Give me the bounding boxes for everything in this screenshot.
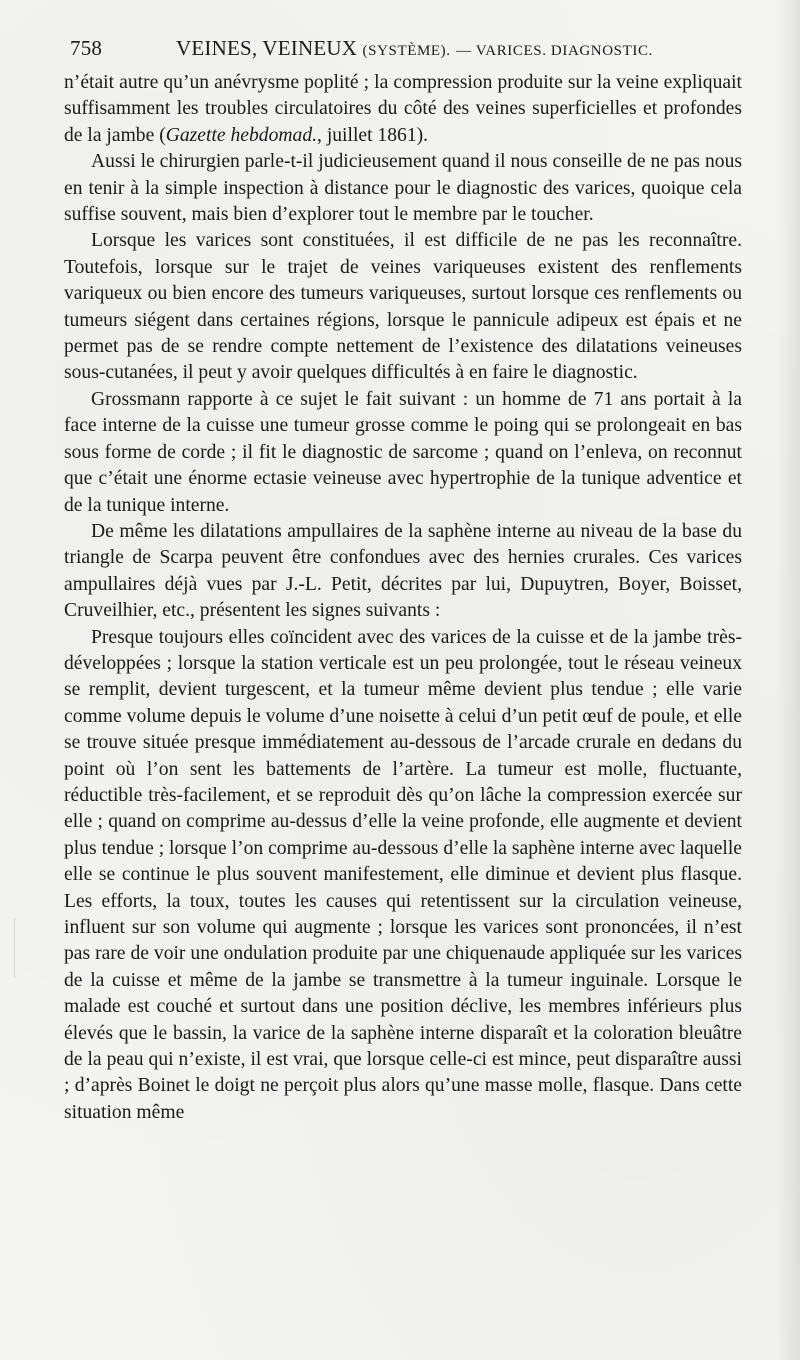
paragraph: Grossmann rapporte à ce sujet le fait suivant : un homme de 71 ans portait à la face interne de la cuisse une tumeur grosse comme le poing qui se prolongeait en bas sous forme de corde ; il fit le diagnostic de sarcome ; quand on l’enleva, on reconnut que c’était une énorme ectasie veineuse avec hypertrophie de la tunique adventice et de la tunique interne. xyxy=(64,388,742,516)
paragraph: De même les dilatations ampullaires de la saphène interne au niveau de la base du triangle de Scarpa peuvent être confondues avec des hernies crurales. Ces varices ampullaires déjà vues par J.-L. Petit, décrites par lui, Dupuytren, Boyer, Boisset, Cruveilhier, etc., présentent les signes suivants : xyxy=(64,520,742,622)
running-title-group xyxy=(176,36,653,61)
running-title: VEINES, VEINEUX xyxy=(176,36,358,60)
section-label: — VARICES. DIAGNOSTIC. xyxy=(456,43,653,59)
page-edge-shadow xyxy=(776,0,800,1360)
paragraph: Presque toujours elles coïncident avec des varices de la cuisse et de la jambe très-développées ; lorsque la station verticale est un peu prolongée, tout le réseau veineux se remplit, devient turgescent, et la tumeur même devient plus tendue ; elle varie comme volume depuis le volume d’une noisette à celui d’un petit œuf de poule, et elle se trouve située presque immédiatement au-dessous de l’arcade crurale en dedans du point où l’on sent les battements de l’artère. La tumeur est molle, fluctuante, réductible très-facilement, et se reproduit dès qu’on lâche la compression exercée sur elle ; quand on comprime au-dessus d’elle la veine profonde, elle augmente et devient plus tendue ; lorsque l’on comprime au-dessous d’elle la saphène interne avec laquelle elle se continue le plus souvent manifestement, elle diminue et devient plus flasque. Les efforts, la toux, toutes les causes qui retentissent sur la circulation veineuse, influent sur son volume qui augmente ; lorsque les varices sont prononcées, il n’est pas rare de voir une ondulation produite par une chiquenaude appliquée sur les varices de la cuisse et même de la jambe se transmettre à la tumeur inguinale. Lorsque le malade est couché et surtout dans une position déclive, les membres inférieurs plus élevés que le bassin, la varice de la saphène interne disparaît et la coloration bleuâtre de la peau qui n’existe, il est vrai, que lorsque celle-ci est mince, peut disparaître aussi ; d’après Boinet le doigt ne perçoit plus alors qu’une masse molle, flasque. Dans cette situation même xyxy=(64,626,742,1123)
page-number: 758 xyxy=(70,36,103,60)
system-label: (SYSTÈME). xyxy=(362,43,451,59)
paragraph-continuation xyxy=(64,70,742,149)
paragraph: Aussi le chirurgien parle-t-il judicieusement quand il nous conseille de ne pas nous en tenir à la simple inspection à distance pour le diagnostic des varices, quoique cela suffise souvent, mais bien d’explorer tout le membre par le toucher. xyxy=(64,151,742,226)
margin-mark xyxy=(14,918,25,978)
running-header xyxy=(70,36,750,66)
paragraph-text: n’était autre qu’un anévrysme poplité ; la compression produite sur la veine expliquait suffisamment les troubles circulatoires du côté des veines superficielles et profondes de la jambe ( xyxy=(64,72,742,146)
body-text xyxy=(64,70,742,1126)
journal-citation: Gazette hebdomad. xyxy=(165,124,318,146)
paragraph-text: , juillet 1861). xyxy=(317,124,429,146)
paragraph: Lorsque les varices sont constituées, il est difficile de ne pas les reconnaître. Toutefois, lorsque sur le trajet de veines variqueuses existent des renflements variqueux ou bien encore des tumeurs variqueuses, surtout lorsque ces renflements ou tumeurs siégent dans certaines régions, lorsque le pannicule adipeux est épais et ne permet pas de se rendre compte nettement de l’existence des dilatations veineuses sous-cutanées, il peut y avoir quelques difficultés à en faire le diagnostic. xyxy=(64,230,742,384)
